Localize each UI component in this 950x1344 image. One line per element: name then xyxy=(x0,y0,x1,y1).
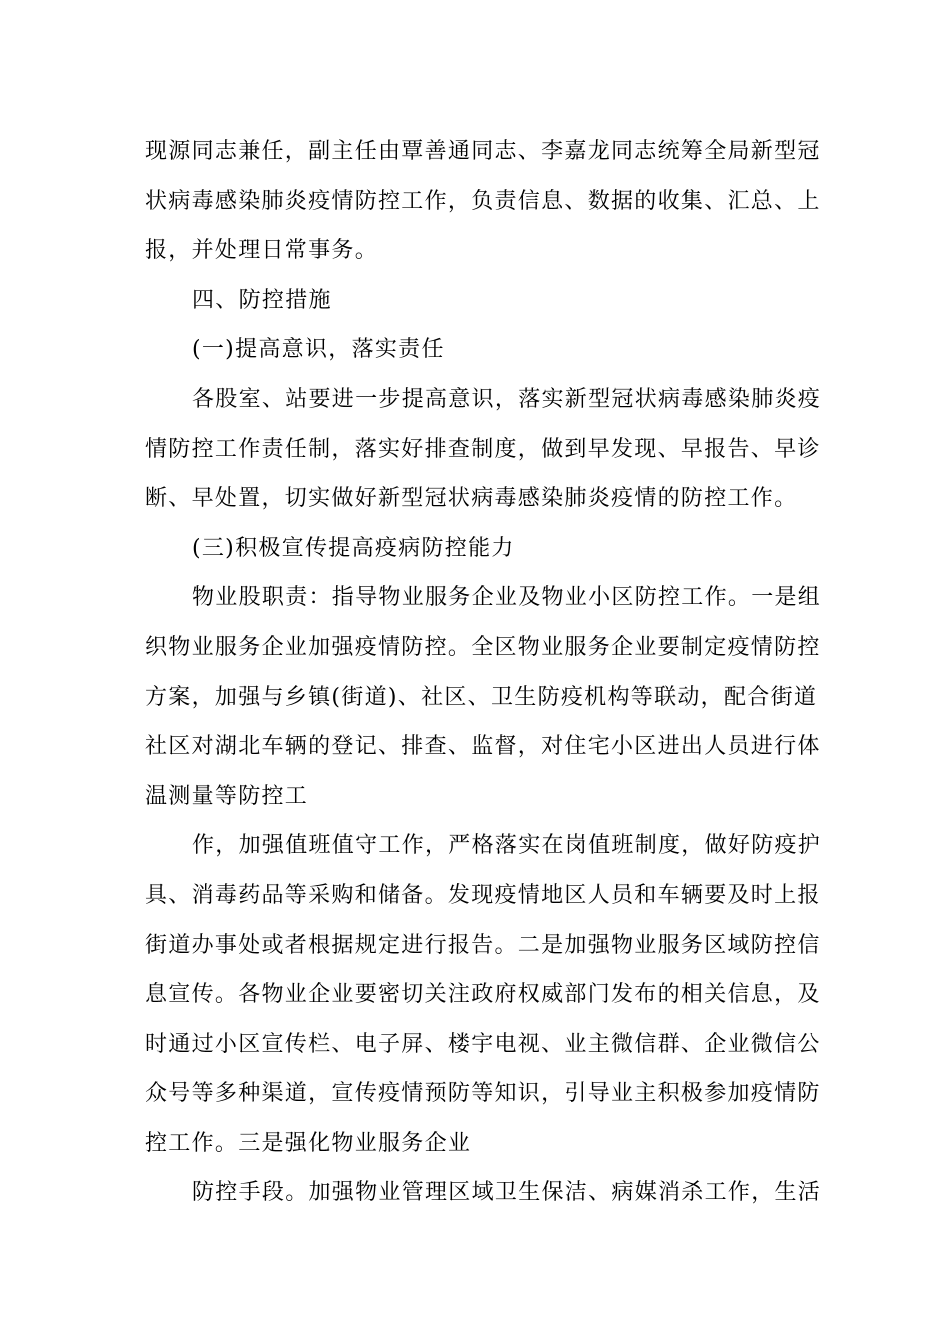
text-line: 断、早处置，切实做好新型冠状病毒感染肺炎疫情的防控工作。 xyxy=(145,486,798,512)
document-body xyxy=(145,127,822,1218)
text-line: 控工作。三是强化物业服务企业 xyxy=(145,1130,472,1156)
text-line: 温测量等防控工 xyxy=(145,783,309,809)
text-line: 各股室、站要进一步提高意识，落实新型冠状病毒感染肺炎疫 xyxy=(192,386,822,412)
text-line: 息宣传。各物业企业要密切关注政府权威部门发布的相关信息，及 xyxy=(145,982,821,1008)
text-line: 报，并处理日常事务。 xyxy=(145,238,379,264)
text-line: 时通过小区宣传栏、电子屏、楼宇电视、业主微信群、企业微信公 xyxy=(145,1031,821,1057)
text-line: 具、消毒药品等采购和储备。发现疫情地区人员和车辆要及时上报 xyxy=(145,882,821,908)
text-line: 方案，加强与乡镇(街道)、社区、卫生防疫机构等联动，配合街道 xyxy=(145,684,818,710)
text-line: 众号等多种渠道，宣传疫情预防等知识，引导业主积极参加疫情防 xyxy=(145,1081,821,1107)
text-line: 四、防控措施 xyxy=(192,287,332,313)
text-line: 情防控工作责任制，落实好排查制度，做到早发现、早报告、早诊 xyxy=(145,436,821,462)
text-line: 防控手段。加强物业管理区域卫生保洁、病媒消杀工作，生活 xyxy=(192,1180,822,1206)
text-line: 织物业服务企业加强疫情防控。全区物业服务企业要制定疫情防控 xyxy=(145,634,821,660)
text-line: 作，加强值班值守工作，严格落实在岗值班制度，做好防疫护 xyxy=(192,833,822,859)
text-line: (三)积极宣传提高疫病防控能力 xyxy=(192,535,515,561)
text-line: (一)提高意识，落实责任 xyxy=(192,337,445,363)
text-line: 物业股职责：指导物业服务企业及物业小区防控工作。一是组 xyxy=(192,585,822,611)
text-line: 状病毒感染肺炎疫情防控工作，负责信息、数据的收集、汇总、上 xyxy=(145,188,821,214)
text-line: 现源同志兼任，副主任由覃善通同志、李嘉龙同志统筹全局新型冠 xyxy=(145,139,821,164)
text-line: 街道办事处或者根据规定进行报告。二是加强物业服务区域防控信 xyxy=(145,932,821,958)
text-line: 社区对湖北车辆的登记、排查、监督，对住宅小区进出人员进行体 xyxy=(145,734,821,760)
